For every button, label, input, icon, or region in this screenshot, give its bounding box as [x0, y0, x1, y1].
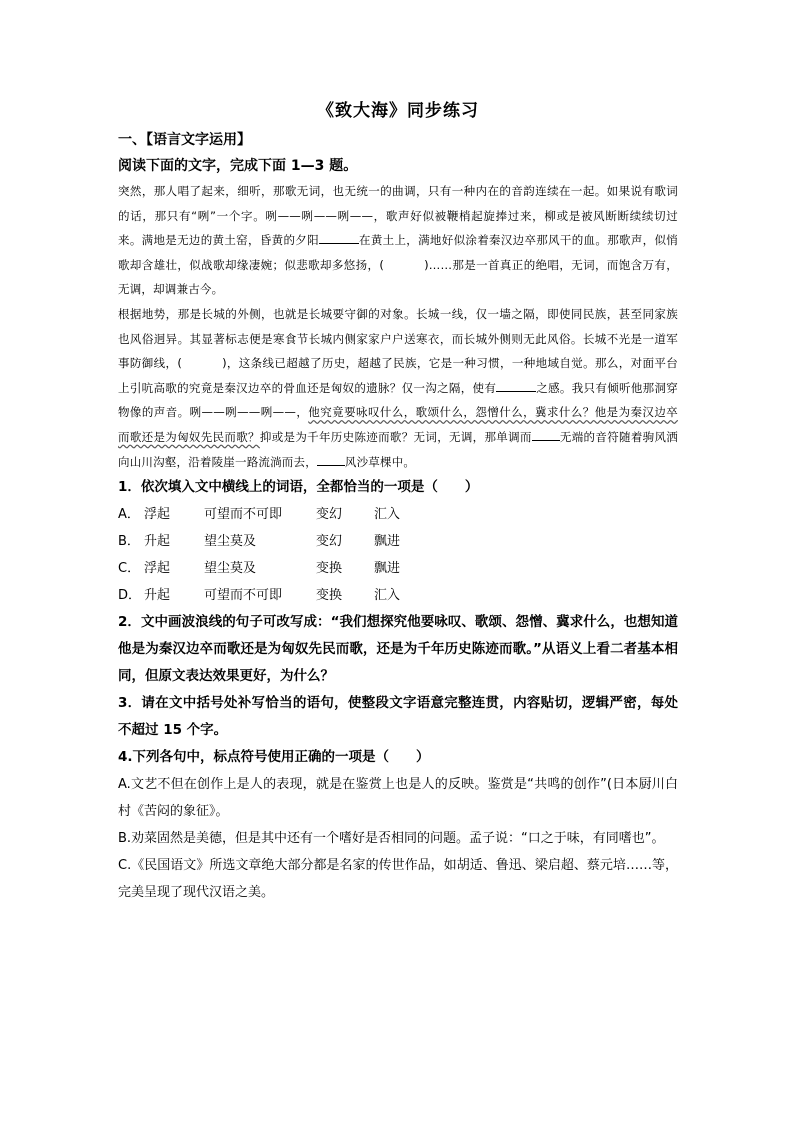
passage-text: 无端的音符随着驹风洒向山川沟壑，沿着陵崖一路流淌而去， — [118, 429, 678, 469]
option-word: 望尘莫及 — [204, 561, 257, 577]
option-letter: B． — [118, 534, 140, 550]
passage-text: 抑或是为千年历史陈迹而歌？无词，无调，那单调而 — [259, 429, 532, 444]
reading-passage — [118, 179, 678, 474]
passage-text: 之感。我只有倾听他那洞穿物像的声音。咧——咧——咧——， — [118, 380, 678, 420]
question-3: 3．请在文中括号处补写恰当的语句，使整段文字语意完整连贯，内容贴切，逻辑严密，每处不超过 15 个字。 — [118, 695, 678, 739]
option-b — [118, 528, 678, 555]
instruction: 阅读下面的文字，完成下面 1—3 题。 — [118, 158, 358, 174]
question-4-option-c: C.《民国语文》所选文章绝大部分都是名家的传世作品，如胡适、鲁迅、梁启超、蔡元培……等，完美呈现了现代汉语之美。 — [118, 858, 678, 901]
option-c — [118, 555, 678, 582]
option-word: 汇入 — [374, 507, 401, 523]
option-d — [118, 582, 678, 609]
answer-blank — [317, 453, 345, 466]
answer-blank — [532, 428, 560, 441]
option-letter: C． — [118, 561, 141, 577]
passage-paragraph-2 — [118, 302, 678, 474]
option-word: 可望而不可即 — [204, 588, 283, 604]
passage-text: 风沙草棵中。 — [344, 454, 416, 469]
passage-text: 根据地势，那是长城的外侧，也就是长城要守御的对象。长城一线，仅一墙之隔，即使同民族，甚至同家族也风俗迥异。其显著标志便是寒食节长城内侧家家户户送寒衣，而长城外侧则无此风俗。长城不光是一道军事防御线，( — [118, 306, 678, 371]
option-word: 汇入 — [374, 588, 401, 604]
option-a — [118, 501, 678, 528]
passage-text: )，这条线已超越了历史，超越了民族，它是一种习惯，一种地域自觉。那么，对面平台上引吭高歌的究竟是秦汉边卒的骨血还是匈奴的遗脉？仅一沟之隔，使有 — [118, 356, 678, 395]
question-1-options — [118, 501, 678, 609]
passage-text: 在黄土上，满地好似涂着秦汉边卒那风干的血。那歌声，似悄歌却含雄壮，似战歌却缘凄婉；似悲歌却多悠扬，( — [118, 233, 678, 272]
option-word: 飘进 — [374, 561, 401, 577]
option-word: 飘进 — [374, 534, 401, 550]
question-2: 2．文中画波浪线的句子可改写成：“我们想探究他要咏叹、歌颂、怨憎、冀求什么，也想知道他是为秦汉边卒而歌还是为匈奴先民而歌，还是为千年历史陈迹而歌。”从语义上看二者基本相同，但原文表达效果更好，为什么？ — [118, 614, 678, 685]
document-page — [118, 96, 678, 906]
option-word: 变幻 — [316, 507, 343, 523]
option-letter: A． — [118, 507, 140, 523]
passage-paragraph-1 — [118, 179, 678, 302]
option-word: 升起 — [144, 588, 171, 604]
passage-text: )……那是一首真正的绝唱，无词，而饱含万有，无调，却调兼古今。 — [118, 257, 678, 297]
answer-blank — [496, 379, 536, 392]
option-word: 升起 — [144, 534, 171, 550]
option-word: 变换 — [316, 561, 343, 577]
option-word: 望尘莫及 — [204, 534, 257, 550]
question-4-option-b: B.劝菜固然是美德，但是其中还有一个嗜好是否相同的问题。孟子说：“口之于味，有同嗜也”。 — [118, 831, 665, 847]
option-word: 变幻 — [316, 534, 343, 550]
passage-text: 突然，那人唱了起来，细听，那歌无词，也无统一的曲调，只有一种内在的音韵连续在一起。如果说有歌词的话，那只有“咧”一个字。咧——咧——咧——，歌声好似被鞭梢起旋捧过来，柳或是被风断断续续切过来。满地是无边的黄土窑，昏黄的夕阳 — [118, 184, 678, 248]
question-1: 1．依次填入文中横线上的词语，全都恰当的一项是（ ） — [118, 479, 479, 496]
question-4-option-a: A.文艺不但在创作上是人的表现，就是在鉴赏上也是人的反映。鉴赏是“共鸣的创作”(日本厨川白村《苦闷的象征》。 — [118, 777, 678, 820]
page-title: 《致大海》同步练习 — [317, 101, 479, 121]
option-word: 浮起 — [144, 561, 171, 577]
option-word: 浮起 — [144, 507, 171, 523]
question-4: 4.下列各句中，标点符号使用正确的一项是（ ） — [118, 749, 430, 766]
section-heading: 一、【语言文字运用】 — [118, 132, 251, 148]
option-word: 变换 — [316, 588, 343, 604]
option-letter: D． — [118, 588, 142, 604]
answer-blank — [319, 231, 359, 244]
wavy-underlined-sentence: 他究竟要咏叹什么，歌颂什么，怨憎什么，冀求什么？他是为秦汉边卒而歌还是为匈奴先民而歌？ — [118, 405, 679, 444]
option-word: 可望而不可即 — [204, 507, 283, 523]
